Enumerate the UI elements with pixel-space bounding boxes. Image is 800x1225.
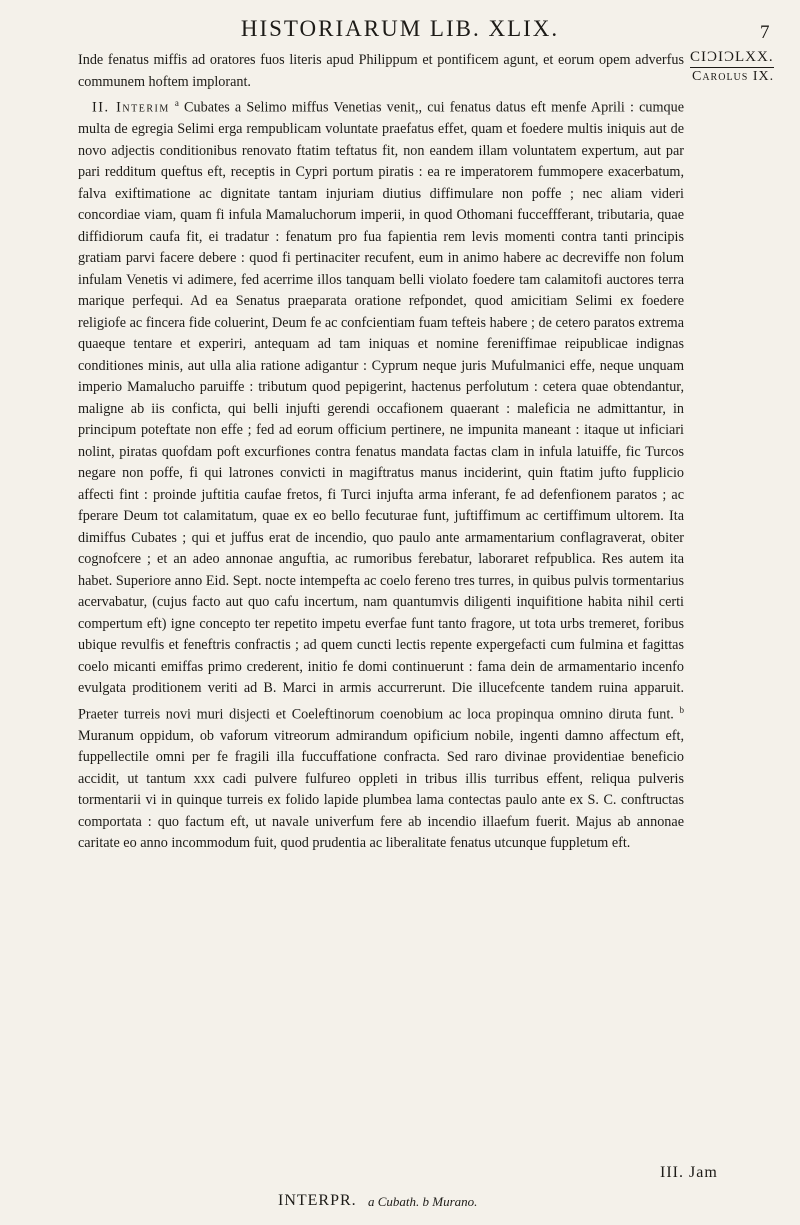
section-lead: II. Interim (92, 99, 170, 116)
page-footer (78, 1164, 758, 1218)
interpr-label: INTERPR. (278, 1192, 357, 1209)
intro-paragraph (78, 50, 684, 93)
muranum-text: Muranum oppidum, ob vaforum vitreorum admirandum opificium nobile, ingenti damno affectum eft, fuppellectile omni per fe fragili illa fuccuffatione confracta. Sed raro divinae providentiae beneficio accidit, ut tantum xxx cadi pulvere fulfureo oppleti in tribus illis turribus effent, reliqua pulveris tormentarii vi in quinque turreis ex folido lapide plumbea lama contectas paulo ante ex S. C. conftructas comportata : quo factum eft, ut navale univerfum fere ab incendio illaefum fuerit. Majus ab annonae caritate eo anno incommodum fuit, quod prudentia ac liberalitate fenatus utcunque fuppletum eft. (78, 727, 684, 852)
margin-king: Carolus IX. (692, 69, 775, 84)
catchword: III. Jam (660, 1164, 718, 1181)
margin-year: CIƆIƆLXX. (690, 49, 774, 68)
footnote-marker-b: b (679, 704, 685, 715)
section-paragraph (78, 93, 684, 855)
page-number: 7 (760, 22, 770, 43)
main-text (78, 50, 684, 855)
footnote-glosses: a Cubath. b Murano. (368, 1194, 478, 1209)
running-title: HISTORIARUM LIB. XLIX. (240, 16, 560, 41)
footnote-marker-a: a (174, 98, 179, 108)
section-text: Cubates a Selimo miffus Venetias venit,, cui fenatus datus eft menfe Aprili : cumque multa de egregia Selimi erga rempublicam voluntate praefatus effet, quam et foedere multis iniquis aut de novo adjectis conditionibus renovato ftatim teftatus fit, non eandem illam voluntatem expertum, aut par pari redditum queftus eft, receptis in Cypri portum piratis : ea re imperatorem fummopere exacerbatum, falva exiftimatione ac dignitate tantam injuriam diutius diffimulare non poffe ; nec aliam videri concordiae viam, quam fi infula Mamaluchorum imperii, in quod Othomani fucceffferant, tributaria, quae diffidiorum caufa fit, ei tradatur : fenatum pro fua fapientia rem levis momenti contra tanti principis gratiam parvi facere debere : quod fi pertinaciter recufent, eum in animo habere ac decreviffe non folum infulam Venetis vi adimere, fed acerrime illos tanquam belli violato foedere tam calamitofi auctores terra marique perfequi. Ad ea Senatus praeparata oratione refpondet, quod amicitiam Selimi ex foedere religiofe ac fincera fide coluerint, Deum fe ac confcientiam fuam tefteis habere ; de cetero paratos extrema quaeque tentare et experiri, antequam ad tam iniquas et nomine fereniffimae reipublicae indignas conditiones minis, aut ulla alia ratione adigantur : Cyprum neque juris Mufulmanici effe, neque unquam imperio Mamalucho paruiffe : tributum quod pepigerint, hactenus perfolutum : cetera quae obtendantur, maligne ab iis conficta, qui belli injufti gerendi occafionem quaerant : maleficia ne admittantur, in principum poteftate non effe ; fed ad eorum officium pertinere, ne impunita maneant : itaque ut inficiari nolint, piratas quofdam poft excurfiones contra fenatus mandata factas clam in infula latuiffe, fic Turcos negare non poffe, fi qui latrones convicti in magiftratus manus inciderint, quin ftatim jufto fupplicio affecti fint : proinde juftitia caufae fretos, fi Turci injufta arma inferant, fe ad defenfionem paratos ; ac fperare Deum tot calamitatum, quae ex eo bello fecuturae funt, juftiffimum ac certiffimum ultorem. Ita dimiffus Cubates ; qui et juffus erat de incendio, quo paulo ante armamentarium conflagraverat, obiter cognofcere ; et an adeo annonae anguftia, ac rumoribus ferebatur, laboraret refpublica. Res autem ita habet. Superiore anno Eid. Sept. nocte intempefta ac coelo fereno tres turres, in quibus pulvis tormentarius acervabatur, (cujus facto aut quo cafu incertum, nam quantumvis diligenti inquifitione habita nihil certi compertum eft) igne concepto ter repetito impetu everfae funt tanto fragore, ut tota urbs tremeret, foribus ubique revulfis et feneftris confractis ; ad quem cuncti lectis repente expergefacti cum fulmina et fagittas coelo micanti emiffas primo crederent, initio fe domi continuerunt : fama dein de armamentario incenfo evulgata proditionem veriti ad B. Marci in armis accurrerunt. Die illucefcente tandem ruina apparuit. Praeter turreis novi muri disjecti et Coeleftinorum coenobium ac loca propinqua omnino diruta funt. (78, 99, 684, 723)
intro-text: Inde fenatus miffis ad oratores fuos literis apud Philippum et pontificem agunt, et eorum opem adverfus communem hoftem implorant. (78, 52, 684, 90)
